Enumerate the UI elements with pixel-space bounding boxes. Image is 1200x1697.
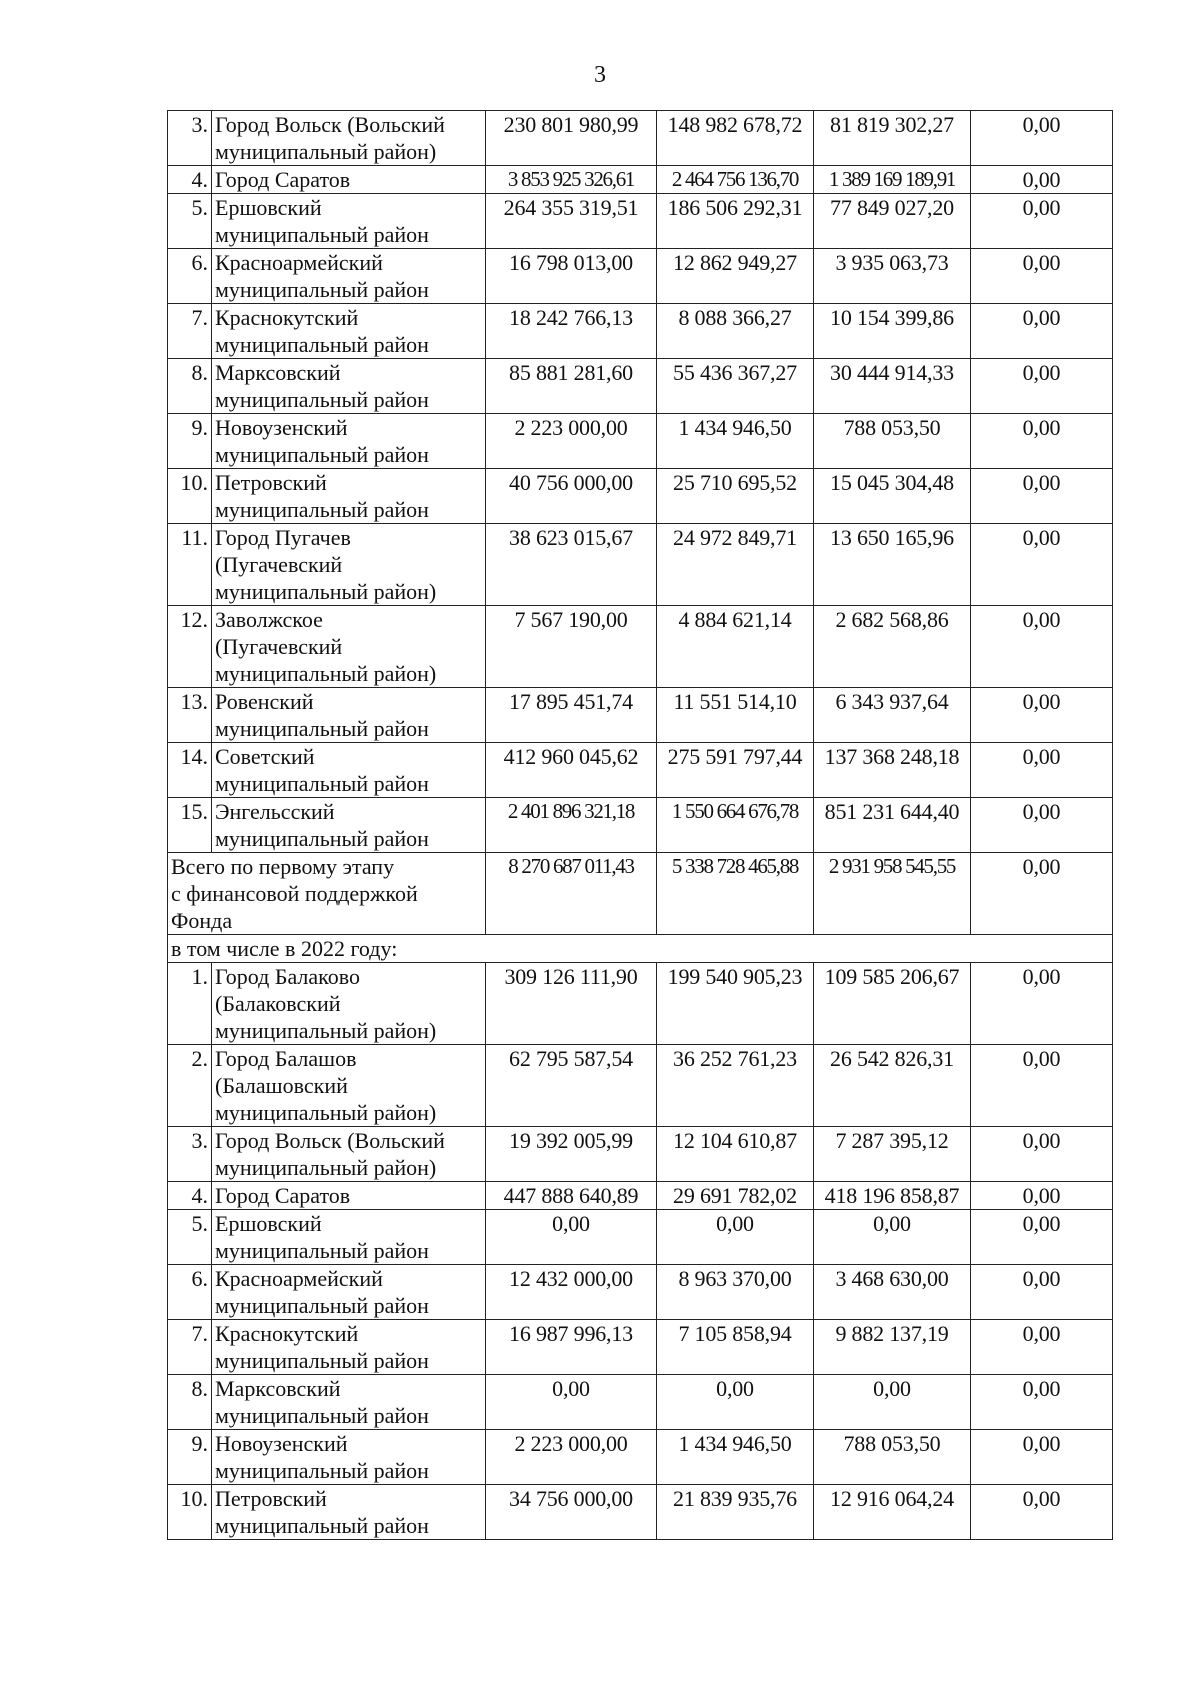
fund-amount: 1 434 946,50 xyxy=(657,414,814,469)
other-amount: 0,00 xyxy=(971,688,1113,743)
total-amount: 18 242 766,13 xyxy=(486,304,657,359)
name-line: Марксовский xyxy=(215,360,341,385)
table-row xyxy=(168,469,1113,524)
municipality-name xyxy=(212,304,486,359)
fund-amount: 4 884 621,14 xyxy=(657,606,814,688)
other-amount: 0,00 xyxy=(971,166,1113,194)
table-row xyxy=(168,1210,1113,1265)
name-line: Краснокутский xyxy=(215,305,359,330)
name-line: Энгельсский xyxy=(215,799,335,824)
total-amount: 0,00 xyxy=(486,1375,657,1430)
name-line: муниципальный район xyxy=(215,1403,429,1428)
municipality-name xyxy=(212,524,486,606)
municipality-name xyxy=(212,1430,486,1485)
name-line: Город Вольск (Вольский xyxy=(215,112,445,137)
other-amount: 0,00 xyxy=(971,853,1113,935)
other-amount: 0,00 xyxy=(971,606,1113,688)
name-line: Всего по первому этапу xyxy=(171,854,395,879)
budget-amount: 81 819 302,27 xyxy=(814,111,971,166)
budget-amount: 12 916 064,24 xyxy=(814,1485,971,1540)
fund-amount: 25 710 695,52 xyxy=(657,469,814,524)
municipality-name xyxy=(212,963,486,1045)
budget-amount: 30 444 914,33 xyxy=(814,359,971,414)
name-line: с финансовой поддержкой xyxy=(171,881,418,906)
row-number: 9. xyxy=(168,1430,212,1485)
row-number: 12. xyxy=(168,606,212,688)
other-amount: 0,00 xyxy=(971,1045,1113,1127)
fund-amount: 21 839 935,76 xyxy=(657,1485,814,1540)
total-amount: 19 392 005,99 xyxy=(486,1127,657,1182)
table-row xyxy=(168,798,1113,853)
table-row xyxy=(168,1265,1113,1320)
total-amount: 3 853 925 326,61 xyxy=(486,166,657,194)
total-amount: 309 126 111,90 xyxy=(486,963,657,1045)
name-line: Новоузенский xyxy=(215,415,348,440)
other-amount: 0,00 xyxy=(971,1127,1113,1182)
municipality-name xyxy=(212,249,486,304)
fund-amount: 1 550 664 676,78 xyxy=(657,798,814,853)
other-amount: 0,00 xyxy=(971,524,1113,606)
municipality-name xyxy=(212,194,486,249)
row-number: 1. xyxy=(168,963,212,1045)
row-number: 5. xyxy=(168,1210,212,1265)
total-amount: 264 355 319,51 xyxy=(486,194,657,249)
table-row xyxy=(168,194,1113,249)
other-amount: 0,00 xyxy=(971,1375,1113,1430)
name-line: муниципальный район xyxy=(215,442,429,467)
fund-amount: 11 551 514,10 xyxy=(657,688,814,743)
budget-amount: 1 389 169 189,91 xyxy=(814,166,971,194)
total-amount: 2 401 896 321,18 xyxy=(486,798,657,853)
name-line: (Пугачевский xyxy=(215,552,343,577)
fund-amount: 186 506 292,31 xyxy=(657,194,814,249)
name-line: Петровский xyxy=(215,470,327,495)
name-line: (Балашовский xyxy=(215,1073,348,1098)
fund-amount: 7 105 858,94 xyxy=(657,1320,814,1375)
name-line: муниципальный район xyxy=(215,1458,429,1483)
table-row xyxy=(168,606,1113,688)
name-line: муниципальный район) xyxy=(215,1100,437,1125)
total-amount: 0,00 xyxy=(486,1210,657,1265)
budget-amount: 0,00 xyxy=(814,1375,971,1430)
row-number: 8. xyxy=(168,359,212,414)
municipality-name xyxy=(212,1127,486,1182)
name-line: муниципальный район xyxy=(215,1348,429,1373)
total-amount: 8 270 687 011,43 xyxy=(486,853,657,935)
budget-amount: 6 343 937,64 xyxy=(814,688,971,743)
name-line: Город Балашов xyxy=(215,1046,357,1071)
name-line: Петровский xyxy=(215,1486,327,1511)
fund-amount: 0,00 xyxy=(657,1375,814,1430)
total-amount: 85 881 281,60 xyxy=(486,359,657,414)
name-line: муниципальный район xyxy=(215,387,429,412)
budget-amount: 9 882 137,19 xyxy=(814,1320,971,1375)
other-amount: 0,00 xyxy=(971,963,1113,1045)
budget-amount: 2 682 568,86 xyxy=(814,606,971,688)
budget-amount: 788 053,50 xyxy=(814,1430,971,1485)
name-line: муниципальный район xyxy=(215,1293,429,1318)
budget-amount: 77 849 027,20 xyxy=(814,194,971,249)
table-row xyxy=(168,1127,1113,1182)
budget-amount: 788 053,50 xyxy=(814,414,971,469)
other-amount: 0,00 xyxy=(971,304,1113,359)
name-line: муниципальный район) xyxy=(215,1018,437,1043)
fund-amount: 148 982 678,72 xyxy=(657,111,814,166)
fund-amount: 36 252 761,23 xyxy=(657,1045,814,1127)
other-amount: 0,00 xyxy=(971,1210,1113,1265)
name-line: Новоузенский xyxy=(215,1431,348,1456)
total-amount: 447 888 640,89 xyxy=(486,1182,657,1210)
municipality-name xyxy=(212,166,486,194)
name-line: Город Вольск (Вольский xyxy=(215,1128,445,1153)
row-number: 10. xyxy=(168,469,212,524)
name-line: Красноармейский xyxy=(215,1266,383,1291)
budget-amount: 3 468 630,00 xyxy=(814,1265,971,1320)
budget-amount: 0,00 xyxy=(814,1210,971,1265)
table-row xyxy=(168,1045,1113,1127)
municipality-name xyxy=(212,1265,486,1320)
other-amount: 0,00 xyxy=(971,1182,1113,1210)
name-line: муниципальный район xyxy=(215,826,429,851)
municipality-name xyxy=(212,743,486,798)
total-amount: 2 223 000,00 xyxy=(486,414,657,469)
table-row xyxy=(168,1182,1113,1210)
total-amount: 40 756 000,00 xyxy=(486,469,657,524)
row-number: 8. xyxy=(168,1375,212,1430)
fund-amount: 199 540 905,23 xyxy=(657,963,814,1045)
name-line: Город Саратов xyxy=(215,1183,351,1208)
table-row xyxy=(168,1320,1113,1375)
total-amount: 412 960 045,62 xyxy=(486,743,657,798)
budget-amount: 137 368 248,18 xyxy=(814,743,971,798)
funding-table-body xyxy=(168,111,1113,1540)
name-line: муниципальный район xyxy=(215,771,429,796)
section-label: в том числе в 2022 году: xyxy=(168,935,1113,963)
budget-amount: 2 931 958 545,55 xyxy=(814,853,971,935)
row-number: 3. xyxy=(168,1127,212,1182)
name-line: муниципальный район) xyxy=(215,661,437,686)
total-amount: 62 795 587,54 xyxy=(486,1045,657,1127)
name-line: Заволжское xyxy=(215,607,323,632)
table-row xyxy=(168,743,1113,798)
budget-amount: 10 154 399,86 xyxy=(814,304,971,359)
budget-amount: 7 287 395,12 xyxy=(814,1127,971,1182)
municipality-name xyxy=(212,1182,486,1210)
other-amount: 0,00 xyxy=(971,359,1113,414)
row-number: 7. xyxy=(168,304,212,359)
fund-amount: 12 862 949,27 xyxy=(657,249,814,304)
row-number: 6. xyxy=(168,1265,212,1320)
name-line: муниципальный район xyxy=(215,1238,429,1263)
row-number: 4. xyxy=(168,1182,212,1210)
section-row xyxy=(168,935,1113,963)
fund-amount: 275 591 797,44 xyxy=(657,743,814,798)
row-number: 7. xyxy=(168,1320,212,1375)
page-number: 3 xyxy=(594,62,606,88)
table-row xyxy=(168,1430,1113,1485)
name-line: муниципальный район xyxy=(215,332,429,357)
table-row xyxy=(168,111,1113,166)
row-number: 2. xyxy=(168,1045,212,1127)
name-line: Краснокутский xyxy=(215,1321,359,1346)
municipality-name xyxy=(212,688,486,743)
table-row xyxy=(168,304,1113,359)
table-row xyxy=(168,166,1113,194)
row-number: 4. xyxy=(168,166,212,194)
name-line: (Балаковский xyxy=(215,991,341,1016)
budget-amount: 418 196 858,87 xyxy=(814,1182,971,1210)
budget-amount: 109 585 206,67 xyxy=(814,963,971,1045)
fund-amount: 8 963 370,00 xyxy=(657,1265,814,1320)
other-amount: 0,00 xyxy=(971,414,1113,469)
total-label xyxy=(168,853,486,935)
other-amount: 0,00 xyxy=(971,1265,1113,1320)
total-amount: 38 623 015,67 xyxy=(486,524,657,606)
other-amount: 0,00 xyxy=(971,194,1113,249)
name-line: муниципальный район xyxy=(215,497,429,522)
table-row xyxy=(168,414,1113,469)
municipality-name xyxy=(212,359,486,414)
name-line: муниципальный район) xyxy=(215,139,437,164)
table-row xyxy=(168,249,1113,304)
name-line: муниципальный район xyxy=(215,222,429,247)
name-line: Советский xyxy=(215,744,315,769)
name-line: Ровенский xyxy=(215,689,314,714)
total-amount: 12 432 000,00 xyxy=(486,1265,657,1320)
fund-amount: 8 088 366,27 xyxy=(657,304,814,359)
row-number: 15. xyxy=(168,798,212,853)
table-row xyxy=(168,359,1113,414)
municipality-name xyxy=(212,469,486,524)
total-row xyxy=(168,853,1113,935)
total-amount: 7 567 190,00 xyxy=(486,606,657,688)
total-amount: 2 223 000,00 xyxy=(486,1430,657,1485)
table-row xyxy=(168,1375,1113,1430)
name-line: муниципальный район xyxy=(215,277,429,302)
fund-amount: 12 104 610,87 xyxy=(657,1127,814,1182)
name-line: Город Пугачев xyxy=(215,525,351,550)
name-line: муниципальный район) xyxy=(215,579,437,604)
row-number: 9. xyxy=(168,414,212,469)
other-amount: 0,00 xyxy=(971,1485,1113,1540)
row-number: 10. xyxy=(168,1485,212,1540)
total-amount: 34 756 000,00 xyxy=(486,1485,657,1540)
fund-amount: 5 338 728 465,88 xyxy=(657,853,814,935)
table-row xyxy=(168,688,1113,743)
table-row xyxy=(168,1485,1113,1540)
municipality-name xyxy=(212,1210,486,1265)
other-amount: 0,00 xyxy=(971,249,1113,304)
municipality-name xyxy=(212,1375,486,1430)
other-amount: 0,00 xyxy=(971,743,1113,798)
budget-amount: 15 045 304,48 xyxy=(814,469,971,524)
name-line: Ершовский xyxy=(215,195,322,220)
other-amount: 0,00 xyxy=(971,1430,1113,1485)
municipality-name xyxy=(212,798,486,853)
name-line: Красноармейский xyxy=(215,250,383,275)
municipality-name xyxy=(212,1320,486,1375)
budget-amount: 13 650 165,96 xyxy=(814,524,971,606)
name-line: муниципальный район xyxy=(215,716,429,741)
fund-amount: 55 436 367,27 xyxy=(657,359,814,414)
fund-amount: 29 691 782,02 xyxy=(657,1182,814,1210)
row-number: 6. xyxy=(168,249,212,304)
total-amount: 230 801 980,99 xyxy=(486,111,657,166)
budget-amount: 26 542 826,31 xyxy=(814,1045,971,1127)
name-line: (Пугачевский xyxy=(215,634,343,659)
other-amount: 0,00 xyxy=(971,469,1113,524)
budget-amount: 3 935 063,73 xyxy=(814,249,971,304)
municipality-name xyxy=(212,1485,486,1540)
municipality-name xyxy=(212,1045,486,1127)
fund-amount: 24 972 849,71 xyxy=(657,524,814,606)
funding-table xyxy=(167,110,1113,1540)
municipality-name xyxy=(212,111,486,166)
fund-amount: 0,00 xyxy=(657,1210,814,1265)
total-amount: 16 798 013,00 xyxy=(486,249,657,304)
municipality-name xyxy=(212,414,486,469)
name-line: муниципальный район xyxy=(215,1513,429,1538)
total-amount: 16 987 996,13 xyxy=(486,1320,657,1375)
other-amount: 0,00 xyxy=(971,1320,1113,1375)
row-number: 13. xyxy=(168,688,212,743)
other-amount: 0,00 xyxy=(971,111,1113,166)
row-number: 14. xyxy=(168,743,212,798)
row-number: 11. xyxy=(168,524,212,606)
name-line: Марксовский xyxy=(215,1376,341,1401)
name-line: Город Балаково xyxy=(215,964,360,989)
fund-amount: 1 434 946,50 xyxy=(657,1430,814,1485)
name-line: Город Саратов xyxy=(215,167,351,192)
name-line: Фонда xyxy=(171,908,233,933)
total-amount: 17 895 451,74 xyxy=(486,688,657,743)
row-number: 3. xyxy=(168,111,212,166)
row-number: 5. xyxy=(168,194,212,249)
budget-amount: 851 231 644,40 xyxy=(814,798,971,853)
table-row xyxy=(168,963,1113,1045)
other-amount: 0,00 xyxy=(971,798,1113,853)
name-line: муниципальный район) xyxy=(215,1155,437,1180)
table-row xyxy=(168,524,1113,606)
fund-amount: 2 464 756 136,70 xyxy=(657,166,814,194)
municipality-name xyxy=(212,606,486,688)
name-line: Ершовский xyxy=(215,1211,322,1236)
